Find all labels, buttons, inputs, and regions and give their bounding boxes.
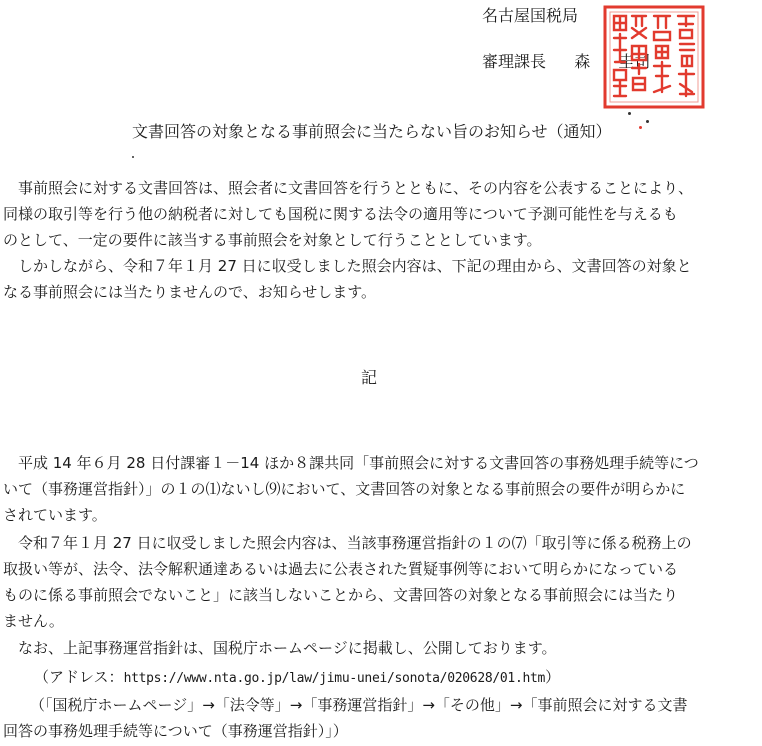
body-line: なお、上記事務運営指針は、国税庁ホームページに掲載し、公開しております。 (3, 639, 557, 657)
issuer-given-name: 圭司 (618, 52, 651, 71)
ink-speck (639, 126, 642, 129)
issuer-position: 審理課長 (482, 52, 547, 71)
ink-speck (132, 156, 134, 158)
navigation-path-line: 回答の事務処理手続等について（事務運営指針）」） (3, 722, 348, 740)
intro-line: 同様の取引等を行う他の納税者に対しても国税に関する法令の適用等について予測可能性を与えるも (3, 205, 678, 223)
body-line: いて（事務運営指針）」の１の⑴ないし⑼において、文書回答の対象となる事前照会の要件が明らかに (3, 480, 686, 498)
body-line: ません。 (3, 612, 64, 630)
navigation-path-line: （「国税庁ホームページ」→「法令等」→「事務運営指針」→「その他」→「事前照会に対する文書 (30, 696, 688, 714)
address-line (34, 667, 560, 689)
body-line: 取扱い等が、法令、法令解釈通達あるいは過去に公表された質疑事例等において明らかになっている (3, 560, 679, 578)
intro-line: なる事前照会には当たりませんので、お知らせします。 (3, 283, 377, 301)
official-seal-stamp (602, 4, 706, 110)
intro-line: のとして、一定の要件に該当する事前照会を対象として行うこととしています。 (3, 231, 542, 249)
body-line: ものに係る事前照会でないこと」に該当しないことから、文書回答の対象となる事前照会には当たり (3, 586, 679, 604)
intro-line: 事前照会に対する文書回答は、照会者に文書回答を行うとともに、その内容を公表することにより、 (3, 179, 694, 197)
ki-heading: 記 (361, 368, 378, 387)
body-line: 令和７年１月 27 日に収受しました照会内容は、当該事務運営指針の１の⑺「取引等に係る税務上の (3, 534, 692, 552)
address-close: ） (545, 668, 561, 686)
issuer-surname: 森 (574, 52, 591, 71)
address-label: （アドレス： (34, 668, 124, 686)
document-title: 文書回答の対象となる事前照会に当たらない旨のお知らせ（通知） (132, 122, 612, 141)
intro-line: しかしながら、令和７年１月 27 日に収受しました照会内容は、下記の理由から、文書回答の対象と (3, 257, 692, 275)
issuer-office: 名古屋国税局 (482, 6, 579, 25)
address-url[interactable]: https://www.nta.go.jp/law/jimu-unei/sonota/020628/01.htm (123, 671, 546, 686)
body-line: されています。 (3, 506, 107, 524)
ink-speck (628, 112, 631, 115)
seal-glyphs (614, 16, 694, 96)
ink-speck (646, 120, 649, 123)
body-line: 平成 14 年６月 28 日付課審１－14 ほか８課共同「事前照会に対する文書回答の事務処理手続等につ (3, 454, 699, 472)
